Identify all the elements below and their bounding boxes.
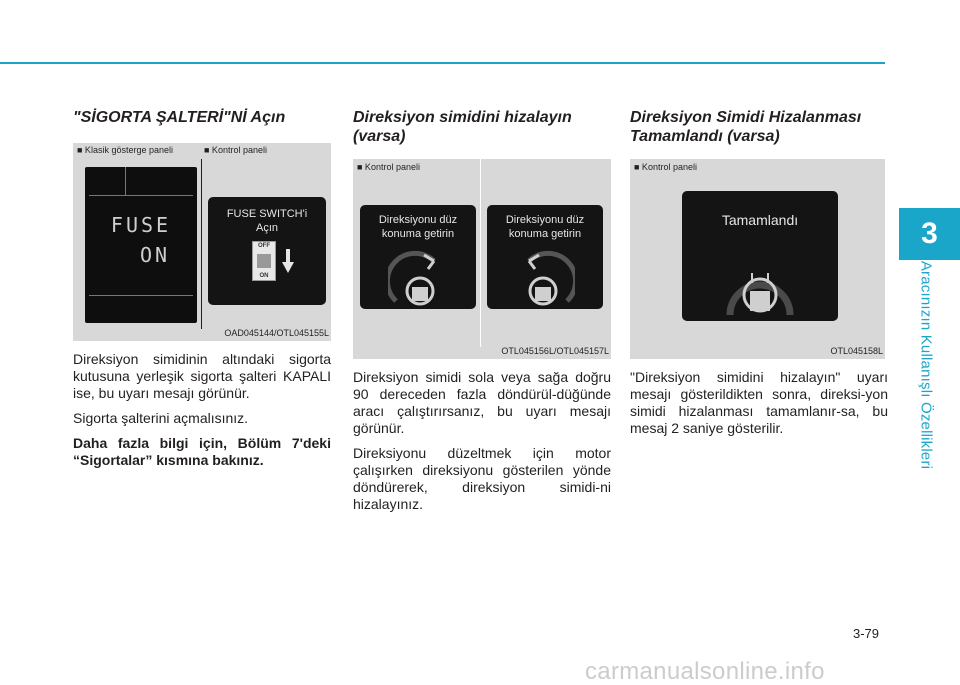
switch-lever — [257, 254, 271, 268]
switch-on-label: ON — [259, 273, 269, 279]
arrow-down-icon — [282, 249, 294, 273]
body-paragraph: Direksiyon simidinin altındaki sigorta kutusuna yerleşik sigorta şalteri KAPALI ise, bu uyarı mesajı görünür. — [73, 351, 331, 401]
align-panel-right — [487, 205, 603, 309]
section-alignment-complete — [630, 108, 888, 437]
chapter-title-vertical — [906, 260, 946, 470]
chapter-number: 3 — [921, 217, 938, 250]
panel-message: Tamamlandı — [721, 212, 799, 228]
cluster-on-text: ON — [139, 243, 171, 267]
steering-rotate-right-icon — [511, 247, 575, 307]
align-steering-figure — [353, 159, 611, 359]
body-paragraph: Direksiyonu düzeltmek için motor çalışırken direksiyonu gösterilen yönde döndürerek, direksiyon simidi-ni hizalayınız. — [353, 445, 611, 512]
align-panel-left — [360, 205, 476, 309]
alignment-complete-panel — [682, 191, 838, 321]
panel-message-line2: Açın — [255, 222, 278, 234]
fuse-switch-figure — [73, 143, 331, 341]
body-paragraph: Direksiyon simidi sola veya sağa doğru 90 dereceden fazla döndürül-düğünde aracı çalıştırırsanız, bu uyarı mesajı görünür. — [353, 369, 611, 436]
figure-caption: OAD045144/OTL045155L — [224, 328, 329, 338]
figure-legend-panel: ■ Kontrol paneli — [357, 162, 420, 172]
cluster-divider-bottom — [89, 295, 193, 296]
reference-note: Daha fazla bilgi için, Bölüm 7'deki “Sigortalar” kısmına bakınız. — [73, 435, 331, 468]
panel-message-line1: Direksiyonu düz — [505, 214, 585, 226]
cluster-fuse-text: FUSE — [110, 213, 172, 237]
figure-legend-panel: ■ Kontrol paneli — [634, 162, 697, 172]
watermark: carmanualsonline.info — [585, 658, 825, 685]
section-align-steering — [353, 108, 611, 513]
section-heading: Direksiyon simidini hizalayın (varsa) — [353, 109, 572, 145]
figure-legend-classic: ■ Klasik gösterge paneli — [77, 145, 173, 155]
figure-caption: OTL045156L/OTL045157L — [501, 346, 609, 356]
cluster-divider-vertical — [125, 167, 126, 195]
cluster-divider-top — [89, 195, 193, 196]
section-fuse-switch — [73, 108, 331, 469]
body-paragraph: "Direksiyon simidini hizalayın" uyarı mesajı gösterildikten sonra, direksi-yon simidi hizalanması tamamlanır-sa, bu mesaj 2 saniye gösterilir. — [630, 369, 888, 436]
section-heading: "SİGORTA ŞALTERİ"Nİ Açın — [73, 109, 286, 126]
panel-message-line2: konuma getirin — [381, 228, 455, 240]
steering-wheel-icon — [722, 247, 798, 317]
alignment-complete-figure — [630, 159, 885, 359]
figure-legend-panel: ■ Kontrol paneli — [204, 145, 267, 155]
page-number: 3-79 — [853, 626, 880, 641]
steering-rotate-left-icon — [388, 247, 452, 307]
chapter-title: Aracınızın Kullanışlı Özellikleri — [917, 260, 935, 470]
fuse-switch-icon — [252, 241, 276, 281]
figure-separator — [201, 159, 202, 329]
body-paragraph: Sigorta şalterini açmalısınız. — [73, 410, 249, 426]
header-rule — [0, 62, 885, 64]
figure-caption: OTL045158L — [830, 346, 883, 356]
panel-message-line1: Direksiyonu düz — [378, 214, 458, 226]
panel-message-line2: konuma getirin — [508, 228, 582, 240]
classic-cluster-display — [85, 167, 197, 323]
figure-separator — [480, 159, 481, 347]
chapter-number-tab[interactable] — [899, 208, 960, 260]
section-heading: Direksiyon Simidi Hizalanması Tamamlandı (varsa) — [630, 109, 862, 145]
switch-off-label: OFF — [258, 243, 270, 249]
fuse-switch-panel — [208, 197, 326, 305]
panel-message-line1: FUSE SWITCH'i — [226, 208, 308, 220]
